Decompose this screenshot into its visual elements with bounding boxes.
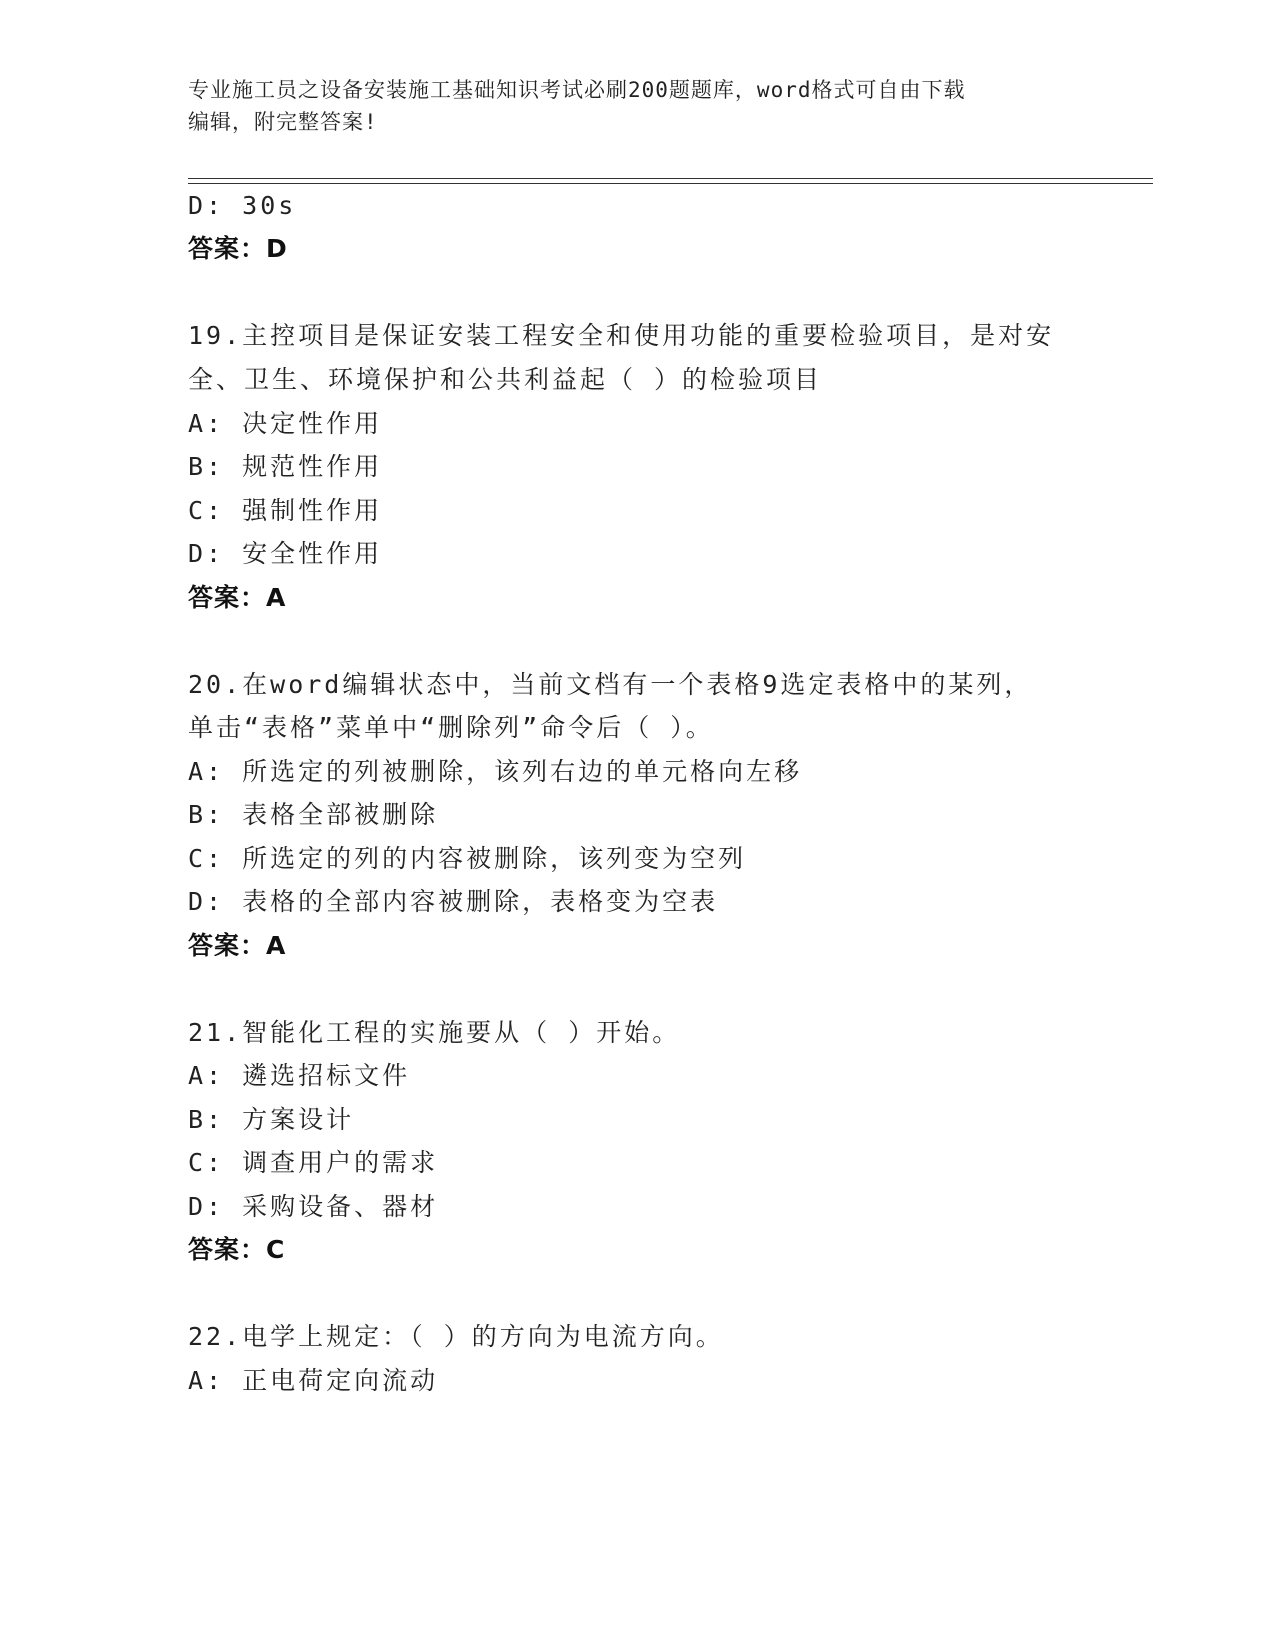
prev-option-d: D: 30s bbox=[188, 191, 297, 220]
q22-stem-line1: 22.电学上规定：（ ）的方向为电流方向。 bbox=[188, 1322, 724, 1351]
q20-stem-line2: 单击“表格”菜单中“删除列”命令后（ ）。 bbox=[188, 713, 714, 742]
header-divider-top bbox=[188, 178, 1153, 179]
document-header bbox=[188, 74, 1088, 138]
q21-stem-line1: 21.智能化工程的实施要从（ ）开始。 bbox=[188, 1018, 681, 1047]
q21-option-a: A: 遴选招标文件 bbox=[188, 1061, 411, 1090]
q20-option-b: B: 表格全部被删除 bbox=[188, 800, 439, 829]
q21-option-d: D: 采购设备、器材 bbox=[188, 1192, 439, 1221]
q21-option-b: B: 方案设计 bbox=[188, 1105, 355, 1134]
q20-stem-line1: 20.在word编辑状态中，当前文档有一个表格9选定表格中的某列， bbox=[188, 670, 1033, 699]
q21-answer: 答案：C bbox=[188, 1235, 286, 1264]
q19-option-d: D: 安全性作用 bbox=[188, 539, 383, 568]
q19-stem-line1: 19.主控项目是保证安装工程安全和使用功能的重要检验项目，是对安 bbox=[188, 321, 1055, 350]
q21-option-c: C: 调查用户的需求 bbox=[188, 1148, 439, 1177]
q20-option-c: C: 所选定的列的内容被删除，该列变为空列 bbox=[188, 844, 747, 873]
q20-answer: 答案：A bbox=[188, 931, 287, 960]
q19-answer: 答案：A bbox=[188, 583, 287, 612]
q20-option-d: D: 表格的全部内容被删除，表格变为空表 bbox=[188, 887, 719, 916]
header-divider-bottom bbox=[188, 183, 1153, 184]
q19-option-a: A: 决定性作用 bbox=[188, 409, 383, 438]
q19-option-b: B: 规范性作用 bbox=[188, 452, 383, 481]
q22-option-a: A: 正电荷定向流动 bbox=[188, 1366, 439, 1395]
header-title-line1: 专业施工员之设备安装施工基础知识考试必刷200题题库，word格式可自由下载 bbox=[188, 78, 966, 102]
q19-stem-line2: 全、卫生、环境保护和公共利益起（ ）的检验项目 bbox=[188, 365, 823, 394]
header-title-line2: 编辑，附完整答案! bbox=[188, 110, 378, 134]
prev-answer: 答案：D bbox=[188, 234, 288, 263]
q19-option-c: C: 强制性作用 bbox=[188, 496, 383, 525]
q20-option-a: A: 所选定的列被删除，该列右边的单元格向左移 bbox=[188, 757, 803, 786]
